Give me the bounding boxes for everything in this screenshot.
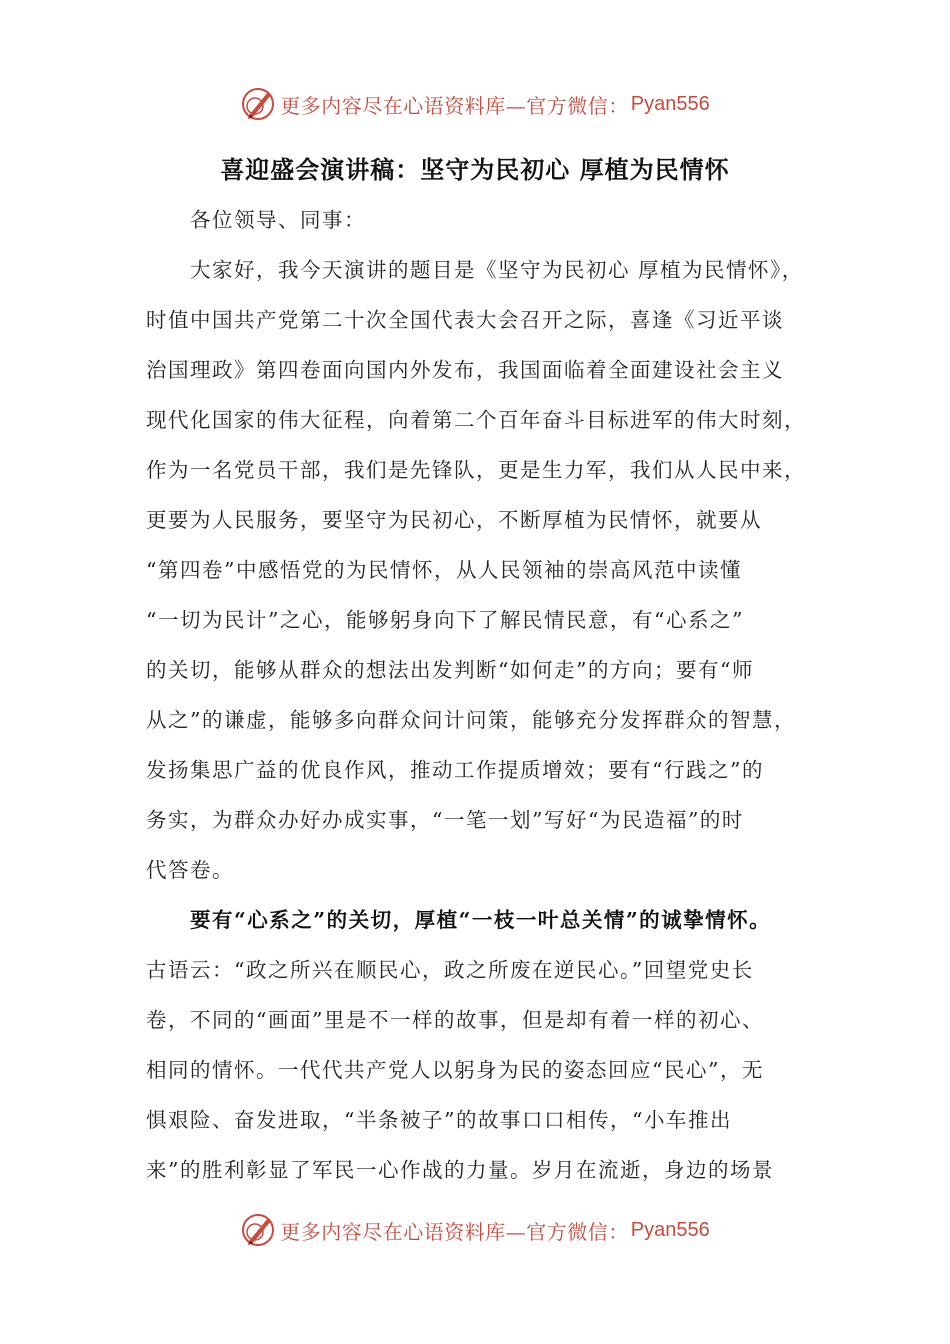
paragraph-line: “一切为民计”之心，能够躬身向下了解民情民意，有“心系之”: [146, 608, 744, 632]
paragraph-line: “第四卷”中感悟党的为民情怀，从人民领袖的崇高风范中读懂: [146, 558, 742, 582]
watermark-text: 更多内容尽在心语资料库—官方微信：: [280, 1219, 629, 1244]
paragraph-line: 现代化国家的伟大征程，向着第二个百年奋斗目标进军的伟大时刻，: [146, 408, 806, 432]
paragraph-line: 时值中国共产党第二十次全国代表大会召开之际，喜逢《习近平谈: [146, 308, 784, 332]
section-heading: 要有“心系之”的关切，厚植“一枝一叶总关情”的诚挚情怀。: [190, 908, 772, 932]
paragraph-line: 的关切，能够从群众的想法出发判断“如何走”的方向；要有“师: [146, 658, 754, 682]
paragraph-line: 大家好，我今天演讲的题目是《坚守为民初心 厚植为民情怀》，: [190, 258, 804, 282]
watermark-banner-bottom: [0, 1210, 950, 1250]
paragraph-line: 更要为人民服务，要坚守为民初心，不断厚植为民情怀，就要从: [146, 508, 762, 532]
watermark-wechat-id: Pyan556: [630, 92, 710, 115]
paragraph-line: 作为一名党员干部，我们是先锋队，更是生力军，我们从人民中来，: [146, 458, 806, 482]
document-body: [146, 195, 806, 1195]
watermark-text: 更多内容尽在心语资料库—官方微信：: [280, 93, 629, 118]
paragraph-line: 卷，不同的“画面”里是不一样的故事，但是却有着一样的初心、: [146, 1008, 764, 1032]
watermark-wechat-id: Pyan556: [630, 1218, 710, 1241]
paragraph-line: 发扬集思广益的优良作风，推动工作提质增效；要有“行践之”的: [146, 758, 764, 782]
paragraph-line: 从之”的谦虚，能够多向群众问计问策，能够充分发挥群众的智慧，: [146, 708, 796, 732]
paragraph-line: 治国理政》第四卷面向国内外发布，我国面临着全面建设社会主义: [146, 358, 784, 382]
paragraph-line: 务实，为群众办好办成实事，“一笔一划”写好“为民造福”的时: [146, 808, 744, 832]
document-title: 喜迎盛会演讲稿：坚守为民初心 厚植为民情怀: [220, 155, 730, 184]
paragraph-line: 惧艰险、奋发进取，“半条被子”的故事口口相传，“小车推出: [146, 1108, 732, 1132]
pen-logo-icon: [240, 1212, 276, 1248]
pen-logo-icon: [240, 86, 276, 122]
salutation: 各位领导、同事：: [190, 208, 366, 232]
paragraph-line: 代答卷。: [146, 858, 234, 882]
paragraph-line: 古语云：“政之所兴在顺民心，政之所废在逆民心。”回望党史长: [146, 958, 754, 982]
paragraph-line: 来”的胜利彰显了军民一心作战的力量。岁月在流逝，身边的场景: [146, 1158, 774, 1182]
watermark-banner-top: [0, 84, 950, 124]
paragraph-line: 相同的情怀。一代代共产党人以躬身为民的姿态回应“民心”，无: [146, 1058, 764, 1082]
